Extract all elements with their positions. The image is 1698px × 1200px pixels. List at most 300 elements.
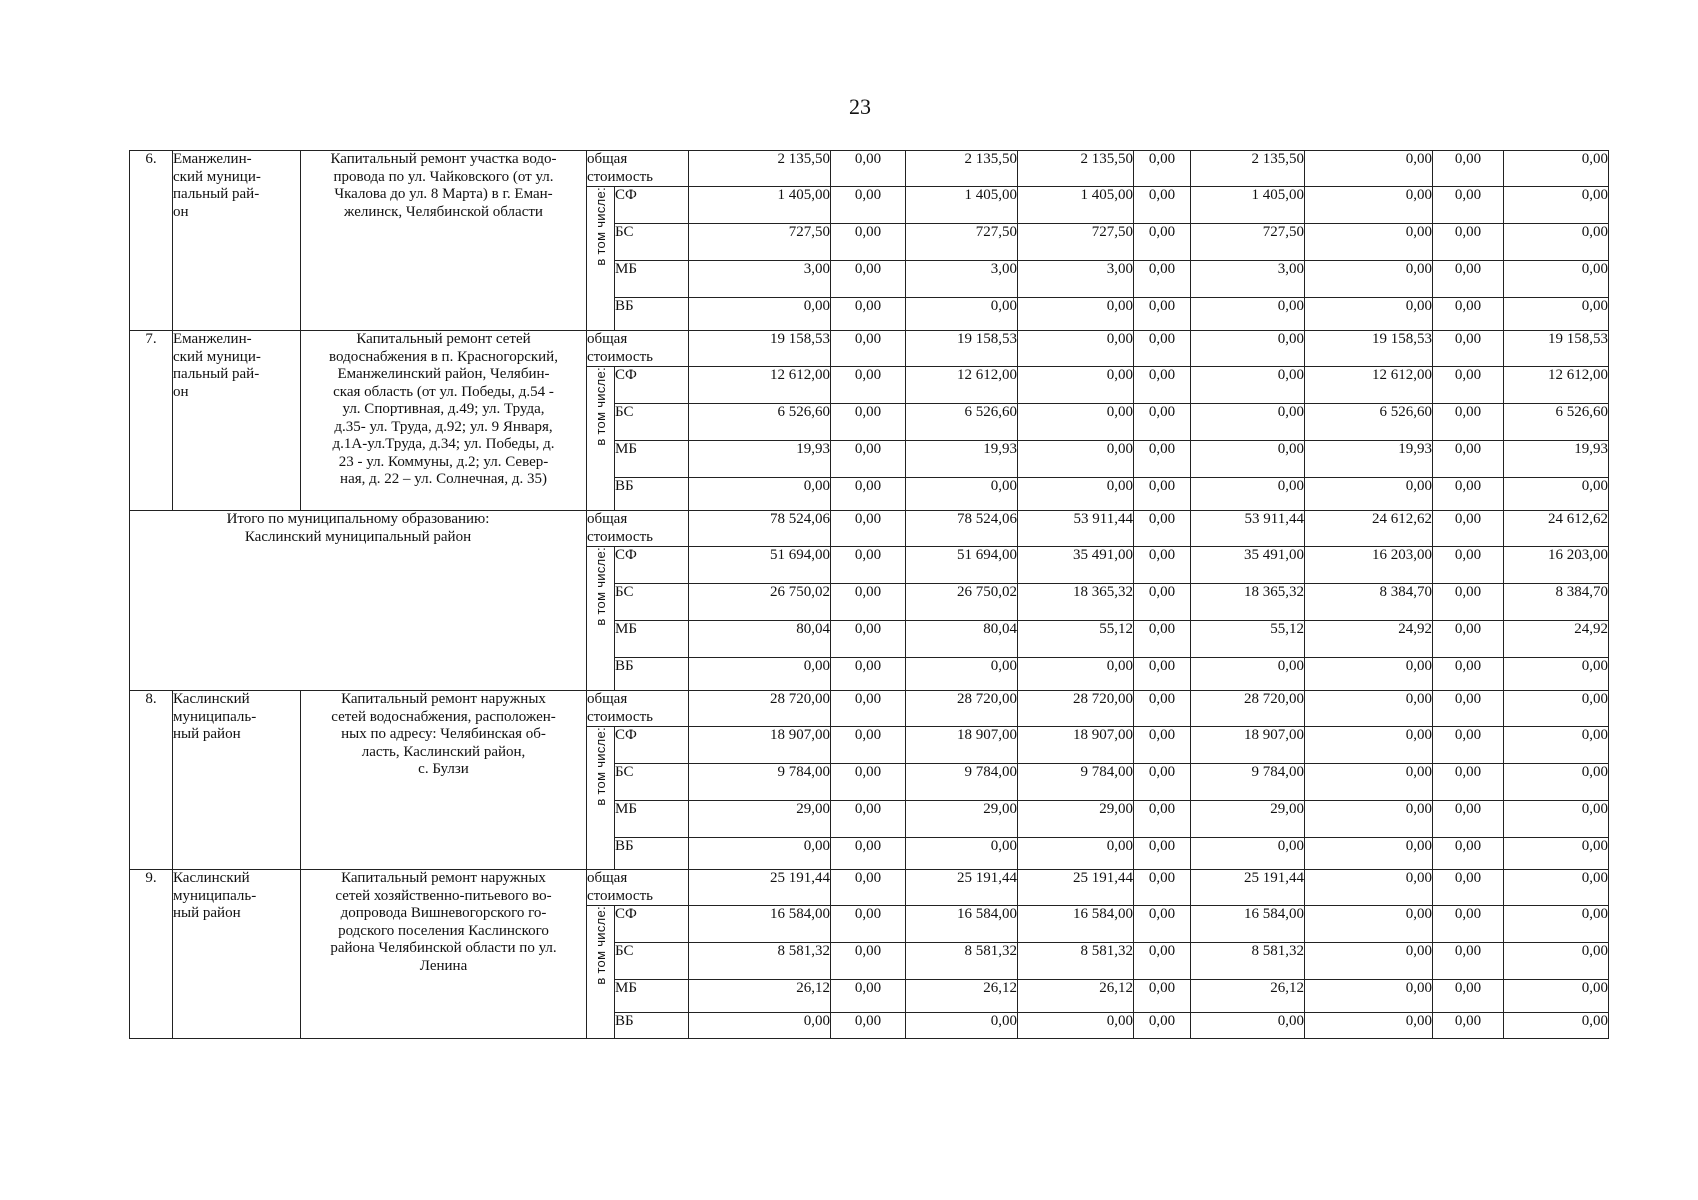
row-number-cell	[130, 331, 173, 511]
value-cell: 0,00	[1134, 367, 1191, 404]
value-cell: 0,00	[1305, 691, 1433, 727]
value-cell: 0,00	[689, 838, 831, 870]
value-cell: 0,00	[1305, 906, 1433, 943]
value-cell: 26,12	[906, 980, 1018, 1013]
value-cell: 0,00	[1018, 1013, 1134, 1039]
total-cost-text: стоимость	[587, 887, 653, 904]
value-cell: 0,00	[831, 980, 906, 1013]
value-cell: 0,00	[1433, 584, 1504, 621]
project-description: сетей водоснабжения, расположен-	[331, 708, 556, 725]
value-cell: 12 612,00	[906, 367, 1018, 404]
municipality-cell	[173, 870, 301, 1039]
value-cell: 24 612,62	[1504, 511, 1609, 547]
value-cell: 28 720,00	[689, 691, 831, 727]
table-row-group-start	[130, 511, 1609, 547]
value-cell: 1 405,00	[906, 187, 1018, 224]
including-label-cell	[587, 547, 615, 691]
including-label: в том числе:	[592, 547, 608, 626]
value-cell: 0,00	[1191, 298, 1305, 331]
value-cell: 53 911,44	[1018, 511, 1134, 547]
value-cell: 0,00	[831, 727, 906, 764]
value-cell: 0,00	[1433, 404, 1504, 441]
value-cell: 0,00	[831, 658, 906, 691]
total-cost-text: общая	[587, 870, 628, 886]
project-description: района Челябинской области по ул.	[330, 940, 557, 956]
value-cell: 0,00	[1433, 511, 1504, 547]
value-cell: 0,00	[1433, 547, 1504, 584]
value-cell: 0,00	[831, 298, 906, 331]
funding-code: ВБ	[615, 1013, 689, 1039]
value-cell: 28 720,00	[1191, 691, 1305, 727]
value-cell: 2 135,50	[689, 151, 831, 187]
total-cost-text: стоимость	[587, 708, 653, 725]
value-cell: 0,00	[1134, 151, 1191, 187]
value-cell: 19 158,53	[1305, 331, 1433, 367]
project-cell	[301, 331, 587, 511]
value-cell: 16 584,00	[1191, 906, 1305, 943]
value-cell: 2 135,50	[1018, 151, 1134, 187]
total-cost-text: общая	[587, 151, 628, 167]
value-cell: 0,00	[1134, 224, 1191, 261]
value-cell: 8 581,32	[1018, 943, 1134, 980]
funding-code: МБ	[615, 801, 689, 838]
value-cell: 0,00	[1433, 906, 1504, 943]
funding-code: СФ	[615, 367, 689, 404]
value-cell: 55,12	[1018, 621, 1134, 658]
value-cell: 0,00	[1134, 621, 1191, 658]
value-cell: 0,00	[906, 838, 1018, 870]
value-cell: 0,00	[1134, 298, 1191, 331]
row-number-cell	[130, 691, 173, 870]
total-cost-text: общая	[587, 331, 628, 347]
value-cell: 80,04	[689, 621, 831, 658]
total-cost-text: стоимость	[587, 348, 653, 365]
project-description: Чкалова до ул. 8 Марта) в г. Еман-	[334, 186, 553, 202]
value-cell: 0,00	[1018, 298, 1134, 331]
value-cell: 0,00	[1504, 980, 1609, 1013]
value-cell: 0,00	[689, 1013, 831, 1039]
value-cell: 1 405,00	[689, 187, 831, 224]
value-cell: 0,00	[1433, 187, 1504, 224]
value-cell: 0,00	[1433, 1013, 1504, 1039]
value-cell: 55,12	[1191, 621, 1305, 658]
value-cell: 8 581,32	[1191, 943, 1305, 980]
value-cell: 0,00	[1018, 441, 1134, 478]
municipality-cell	[173, 331, 301, 511]
total-cost-label	[587, 870, 689, 906]
value-cell: 0,00	[1504, 870, 1609, 906]
total-cost-text: стоимость	[587, 528, 653, 545]
total-cost-label	[587, 511, 689, 547]
value-cell: 0,00	[1305, 224, 1433, 261]
value-cell: 12 612,00	[1504, 367, 1609, 404]
value-cell: 0,00	[1504, 224, 1609, 261]
funding-code: МБ	[615, 621, 689, 658]
value-cell: 0,00	[831, 870, 906, 906]
value-cell: 0,00	[831, 511, 906, 547]
value-cell: 0,00	[1305, 478, 1433, 511]
value-cell: 0,00	[906, 658, 1018, 691]
value-cell: 51 694,00	[906, 547, 1018, 584]
value-cell: 6 526,60	[689, 404, 831, 441]
funding-code: СФ	[615, 906, 689, 943]
value-cell: 0,00	[1134, 187, 1191, 224]
funding-code: ВБ	[615, 478, 689, 511]
value-cell: 0,00	[1504, 1013, 1609, 1039]
value-cell: 6 526,60	[906, 404, 1018, 441]
value-cell: 0,00	[1134, 1013, 1191, 1039]
including-label: в том числе:	[592, 187, 608, 266]
municipality-name: Каслинский	[173, 870, 250, 886]
value-cell: 727,50	[1018, 224, 1134, 261]
value-cell: 0,00	[1305, 727, 1433, 764]
value-cell: 18 365,32	[1191, 584, 1305, 621]
value-cell: 0,00	[1504, 764, 1609, 801]
value-cell: 18 907,00	[1191, 727, 1305, 764]
value-cell: 25 191,44	[689, 870, 831, 906]
value-cell: 0,00	[1504, 298, 1609, 331]
value-cell: 0,00	[1191, 367, 1305, 404]
value-cell: 0,00	[831, 764, 906, 801]
value-cell: 18 907,00	[689, 727, 831, 764]
value-cell: 0,00	[1191, 658, 1305, 691]
project-description: ул. Спортивная, д.49; ул. Труда,	[342, 401, 545, 417]
value-cell: 26 750,02	[689, 584, 831, 621]
table-row-group-start	[130, 870, 1609, 906]
value-cell: 0,00	[831, 261, 906, 298]
value-cell: 0,00	[1504, 187, 1609, 224]
row-number: 6.	[145, 151, 157, 167]
value-cell: 0,00	[1433, 870, 1504, 906]
value-cell: 0,00	[1134, 727, 1191, 764]
value-cell: 0,00	[1504, 906, 1609, 943]
value-cell: 0,00	[1433, 367, 1504, 404]
value-cell: 0,00	[831, 691, 906, 727]
funding-code: МБ	[615, 980, 689, 1013]
value-cell: 0,00	[1134, 764, 1191, 801]
municipality-cell	[173, 691, 301, 870]
funding-code: БС	[615, 764, 689, 801]
total-cost-label	[587, 691, 689, 727]
value-cell: 28 720,00	[1018, 691, 1134, 727]
value-cell: 0,00	[1433, 441, 1504, 478]
municipality-name: пальный рай-	[173, 186, 260, 202]
value-cell: 0,00	[1134, 870, 1191, 906]
value-cell: 0,00	[1305, 1013, 1433, 1039]
value-cell: 25 191,44	[1191, 870, 1305, 906]
value-cell: 16 584,00	[906, 906, 1018, 943]
project-description: Капитальный ремонт наружных	[341, 691, 546, 707]
value-cell: 3,00	[906, 261, 1018, 298]
project-cell	[301, 870, 587, 1039]
value-cell: 0,00	[831, 224, 906, 261]
municipality-name: муниципаль-	[173, 708, 257, 725]
value-cell: 1 405,00	[1018, 187, 1134, 224]
project-description: с. Булзи	[418, 761, 469, 777]
value-cell: 0,00	[1433, 691, 1504, 727]
value-cell: 12 612,00	[1305, 367, 1433, 404]
funding-code: БС	[615, 943, 689, 980]
value-cell: 0,00	[1018, 658, 1134, 691]
total-cost-label	[587, 151, 689, 187]
value-cell: 0,00	[1504, 478, 1609, 511]
including-label: в том числе:	[592, 906, 608, 985]
municipality-name: ский муници-	[173, 348, 261, 365]
value-cell: 0,00	[1433, 621, 1504, 658]
value-cell: 12 612,00	[689, 367, 831, 404]
value-cell: 0,00	[1018, 404, 1134, 441]
value-cell: 16 203,00	[1305, 547, 1433, 584]
municipality-name: пальный рай-	[173, 366, 260, 382]
value-cell: 24,92	[1305, 621, 1433, 658]
value-cell: 0,00	[1305, 838, 1433, 870]
table-row-group-start	[130, 691, 1609, 727]
value-cell: 0,00	[831, 943, 906, 980]
value-cell: 0,00	[1305, 980, 1433, 1013]
municipality-name: Еманжелин-	[173, 151, 252, 167]
total-cost-text: общая	[587, 511, 628, 527]
value-cell: 0,00	[831, 151, 906, 187]
row-number: 8.	[145, 691, 157, 707]
funding-code: БС	[615, 584, 689, 621]
row-number: 9.	[145, 870, 157, 886]
value-cell: 28 720,00	[906, 691, 1018, 727]
funding-code: СФ	[615, 547, 689, 584]
value-cell: 0,00	[1433, 658, 1504, 691]
project-description: ская область (от ул. Победы, д.54 -	[333, 383, 554, 400]
value-cell: 0,00	[1134, 943, 1191, 980]
value-cell: 19,93	[1305, 441, 1433, 478]
municipality-name: он	[173, 203, 189, 220]
value-cell: 35 491,00	[1191, 547, 1305, 584]
project-description: желинск, Челябинской области	[344, 203, 543, 220]
value-cell: 29,00	[1018, 801, 1134, 838]
value-cell: 0,00	[1305, 764, 1433, 801]
value-cell: 25 191,44	[906, 870, 1018, 906]
value-cell: 19 158,53	[689, 331, 831, 367]
value-cell: 0,00	[1433, 224, 1504, 261]
value-cell: 0,00	[831, 331, 906, 367]
value-cell: 0,00	[1433, 478, 1504, 511]
value-cell: 0,00	[1305, 658, 1433, 691]
total-label-cell	[130, 511, 587, 691]
value-cell: 0,00	[831, 801, 906, 838]
value-cell: 0,00	[1134, 478, 1191, 511]
value-cell: 0,00	[1018, 367, 1134, 404]
municipality-name: Еманжелин-	[173, 331, 252, 347]
value-cell: 2 135,50	[906, 151, 1018, 187]
value-cell: 0,00	[1191, 478, 1305, 511]
value-cell: 26,12	[689, 980, 831, 1013]
project-description: Ленина	[419, 957, 468, 974]
value-cell: 0,00	[1504, 943, 1609, 980]
value-cell: 0,00	[1305, 187, 1433, 224]
value-cell: 0,00	[1305, 151, 1433, 187]
value-cell: 0,00	[1134, 584, 1191, 621]
value-cell: 0,00	[1018, 331, 1134, 367]
value-cell: 0,00	[1134, 441, 1191, 478]
value-cell: 19,93	[906, 441, 1018, 478]
value-cell: 0,00	[831, 621, 906, 658]
project-description: водоснабжения в п. Красногорский,	[329, 348, 558, 365]
value-cell: 3,00	[1191, 261, 1305, 298]
value-cell: 0,00	[1433, 151, 1504, 187]
value-cell: 0,00	[1134, 261, 1191, 298]
value-cell: 2 135,50	[1191, 151, 1305, 187]
value-cell: 24 612,62	[1305, 511, 1433, 547]
project-description: сетей хозяйственно-питьевого во-	[335, 887, 552, 904]
value-cell: 16 584,00	[689, 906, 831, 943]
value-cell: 0,00	[1018, 838, 1134, 870]
municipality-cell	[173, 151, 301, 331]
value-cell: 19 158,53	[1504, 331, 1609, 367]
value-cell: 0,00	[1018, 478, 1134, 511]
municipality-name: он	[173, 383, 189, 400]
value-cell: 0,00	[1134, 838, 1191, 870]
table-body	[130, 151, 1609, 1039]
value-cell: 16 203,00	[1504, 547, 1609, 584]
value-cell: 0,00	[906, 478, 1018, 511]
value-cell: 0,00	[906, 1013, 1018, 1039]
funding-code: МБ	[615, 441, 689, 478]
value-cell: 80,04	[906, 621, 1018, 658]
project-description: Еманжелинский район, Челябин-	[337, 366, 550, 382]
value-cell: 0,00	[1191, 441, 1305, 478]
value-cell: 0,00	[1134, 404, 1191, 441]
value-cell: 0,00	[1191, 838, 1305, 870]
row-number-cell	[130, 151, 173, 331]
value-cell: 35 491,00	[1018, 547, 1134, 584]
table-row-group-start	[130, 331, 1609, 367]
value-cell: 0,00	[831, 547, 906, 584]
funding-code: БС	[615, 224, 689, 261]
value-cell: 16 584,00	[1018, 906, 1134, 943]
municipality-name: Каслинский	[173, 691, 250, 707]
project-cell	[301, 151, 587, 331]
project-description: 23 - ул. Коммуны, д.2; ул. Север-	[338, 453, 549, 470]
value-cell: 0,00	[1433, 980, 1504, 1013]
value-cell: 0,00	[1134, 511, 1191, 547]
value-cell: 0,00	[831, 404, 906, 441]
value-cell: 18 365,32	[1018, 584, 1134, 621]
value-cell: 0,00	[1305, 870, 1433, 906]
project-description: Капитальный ремонт наружных	[341, 870, 546, 886]
including-label: в том числе:	[592, 727, 608, 806]
value-cell: 0,00	[1134, 980, 1191, 1013]
value-cell: 8 384,70	[1305, 584, 1433, 621]
value-cell: 0,00	[831, 838, 906, 870]
value-cell: 0,00	[1134, 801, 1191, 838]
value-cell: 0,00	[1134, 331, 1191, 367]
total-cost-text: стоимость	[587, 168, 653, 185]
value-cell: 18 907,00	[1018, 727, 1134, 764]
value-cell: 0,00	[1134, 658, 1191, 691]
including-label-cell	[587, 187, 615, 331]
row-number-cell	[130, 870, 173, 1039]
value-cell: 3,00	[689, 261, 831, 298]
including-label-cell	[587, 906, 615, 1039]
value-cell: 9 784,00	[906, 764, 1018, 801]
value-cell: 29,00	[689, 801, 831, 838]
value-cell: 0,00	[1433, 801, 1504, 838]
value-cell: 0,00	[831, 906, 906, 943]
value-cell: 0,00	[831, 187, 906, 224]
value-cell: 0,00	[1134, 906, 1191, 943]
project-description: родского поселения Каслинского	[338, 922, 549, 939]
value-cell: 78 524,06	[906, 511, 1018, 547]
funding-code: СФ	[615, 727, 689, 764]
row-number: 7.	[145, 331, 157, 347]
value-cell: 19 158,53	[906, 331, 1018, 367]
value-cell: 6 526,60	[1305, 404, 1433, 441]
municipality-name: муниципаль-	[173, 887, 257, 904]
value-cell: 18 907,00	[906, 727, 1018, 764]
funding-code: МБ	[615, 261, 689, 298]
including-label-cell	[587, 367, 615, 511]
project-description: д.1А-ул.Труда, д.34; ул. Победы, д.	[332, 436, 555, 452]
value-cell: 0,00	[1191, 1013, 1305, 1039]
value-cell: 29,00	[1191, 801, 1305, 838]
value-cell: 0,00	[1305, 801, 1433, 838]
value-cell: 0,00	[831, 441, 906, 478]
value-cell: 0,00	[906, 298, 1018, 331]
value-cell: 9 784,00	[689, 764, 831, 801]
municipality-name: ный район	[173, 726, 241, 742]
value-cell: 78 524,06	[689, 511, 831, 547]
funding-code: БС	[615, 404, 689, 441]
value-cell: 19,93	[1504, 441, 1609, 478]
project-description: ных по адресу: Челябинская об-	[341, 726, 546, 742]
project-description: д.35- ул. Труда, д.92; ул. 9 Января,	[334, 418, 553, 435]
value-cell: 24,92	[1504, 621, 1609, 658]
value-cell: 0,00	[1305, 261, 1433, 298]
funding-code: СФ	[615, 187, 689, 224]
value-cell: 0,00	[831, 367, 906, 404]
value-cell: 727,50	[689, 224, 831, 261]
value-cell: 0,00	[1504, 691, 1609, 727]
value-cell: 0,00	[831, 478, 906, 511]
value-cell: 0,00	[1433, 943, 1504, 980]
value-cell: 19,93	[689, 441, 831, 478]
funding-code: ВБ	[615, 838, 689, 870]
budget-table	[129, 150, 1609, 1039]
value-cell: 727,50	[1191, 224, 1305, 261]
total-label: Каслинский муниципальный район	[244, 528, 472, 545]
value-cell: 26,12	[1018, 980, 1134, 1013]
table-row-group-start	[130, 151, 1609, 187]
value-cell: 9 784,00	[1018, 764, 1134, 801]
value-cell: 0,00	[831, 1013, 906, 1039]
total-cost-label	[587, 331, 689, 367]
value-cell: 0,00	[1305, 298, 1433, 331]
value-cell: 1 405,00	[1191, 187, 1305, 224]
value-cell: 0,00	[1504, 727, 1609, 764]
value-cell: 53 911,44	[1191, 511, 1305, 547]
project-description: Капитальный ремонт участка водо-	[330, 151, 557, 167]
project-cell	[301, 691, 587, 870]
value-cell: 8 581,32	[689, 943, 831, 980]
value-cell: 0,00	[1433, 261, 1504, 298]
value-cell: 0,00	[1305, 943, 1433, 980]
value-cell: 9 784,00	[1191, 764, 1305, 801]
total-label: Итого по муниципальному образованию:	[226, 511, 490, 527]
value-cell: 25 191,44	[1018, 870, 1134, 906]
value-cell: 0,00	[1433, 298, 1504, 331]
value-cell: 0,00	[1504, 838, 1609, 870]
value-cell: 0,00	[689, 658, 831, 691]
value-cell: 51 694,00	[689, 547, 831, 584]
value-cell: 0,00	[1433, 838, 1504, 870]
